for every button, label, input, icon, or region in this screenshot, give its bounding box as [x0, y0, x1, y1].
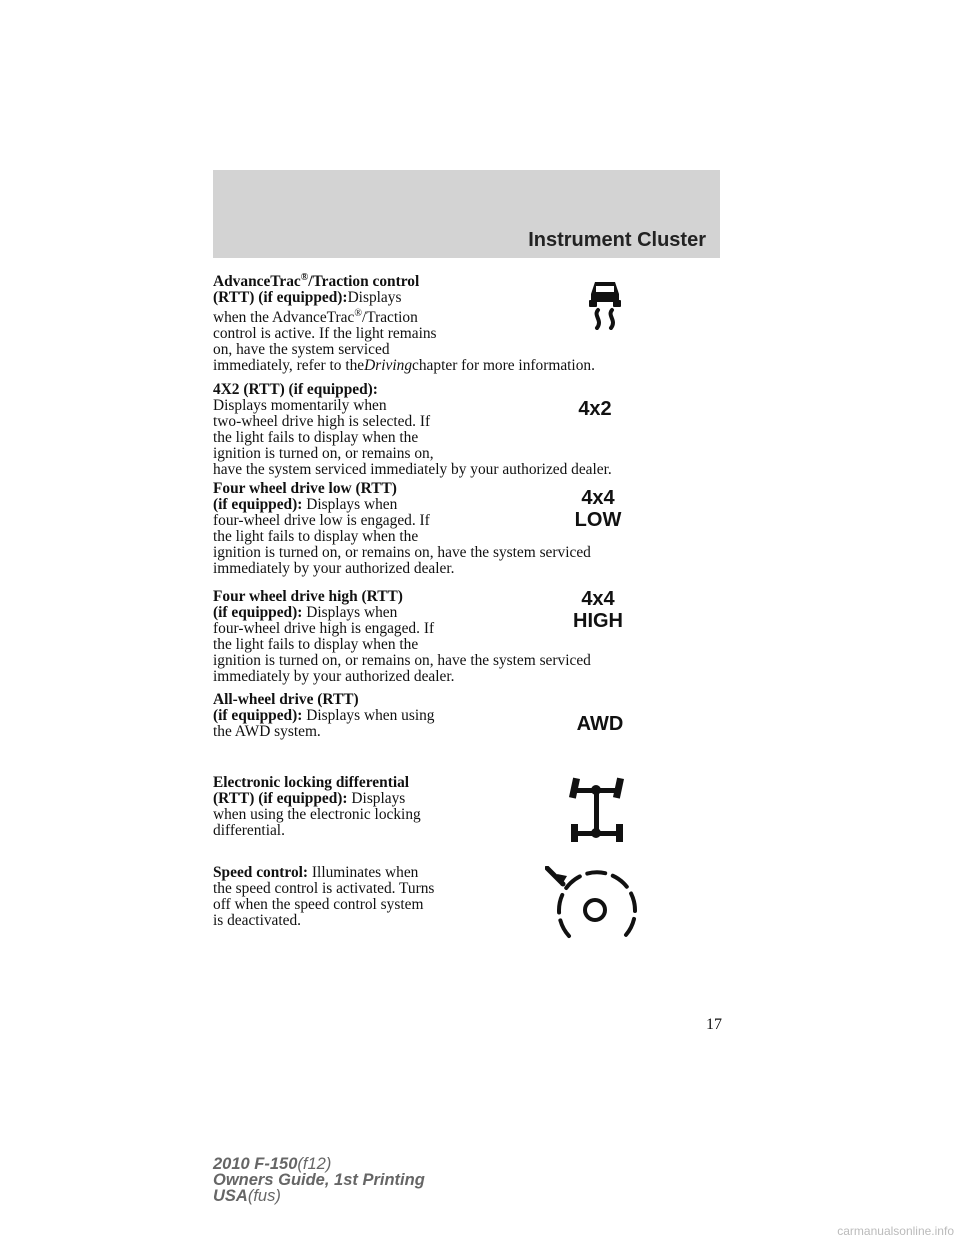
print-footer: 2010 F-150(f12) Owners Guide, 1st Printing USA(fus) — [213, 1155, 425, 1205]
entry-4x4-low: Four wheel drive low (RTT) (if equipped): Displays when four-wheel drive low is engaged. If the light fails to display when the ignition is turned on, or remains on, have the system serviced immediately by your authorized dealer. — [213, 480, 591, 577]
awd-indicator-icon: AWD — [576, 713, 624, 735]
section-title: Instrument Cluster — [528, 229, 706, 251]
entry-locking-differential: Electronic locking differential (RTT) (if equipped): Displays when using the electronic locking differential. — [213, 774, 421, 839]
watermark: carmanualsonline.info — [837, 1224, 954, 1238]
traction-control-icon — [585, 278, 625, 330]
4x2-indicator-icon: 4x2 — [578, 398, 612, 420]
4x4-low-indicator-icon: 4x4 LOW — [574, 487, 622, 531]
section-header — [213, 170, 720, 258]
locking-differential-icon — [568, 776, 626, 844]
page-number: 17 — [706, 1016, 722, 1033]
entry-advancetrac: AdvanceTrac®/Traction control (RTT) (if equipped):Displays when the AdvanceTrac®/Traction control is active. If the light remains on, have the system serviced immediately, refer to theDrivingchapter for more information. — [213, 272, 595, 375]
speed-control-icon — [545, 866, 637, 942]
4x4-high-indicator-icon: 4x4 HIGH — [573, 588, 623, 632]
entry-4x2: 4X2 (RTT) (if equipped): Displays momentarily when two-wheel drive high is selected. If the light fails to display when the ignition is turned on, or remains on, have the system serviced immediately by your authorized dealer. — [213, 381, 612, 478]
entry-speed-control: Speed control: Illuminates when the speed control is activated. Turns off when the speed control system is deactivated. — [213, 864, 435, 929]
entry-4x4-high: Four wheel drive high (RTT) (if equipped): Displays when four-wheel drive high is engaged. If the light fails to display when the ignition is turned on, or remains on, have the system serviced immediately by your authorized dealer. — [213, 588, 591, 685]
entry-awd: All-wheel drive (RTT) (if equipped): Displays when using the AWD system. — [213, 691, 435, 740]
